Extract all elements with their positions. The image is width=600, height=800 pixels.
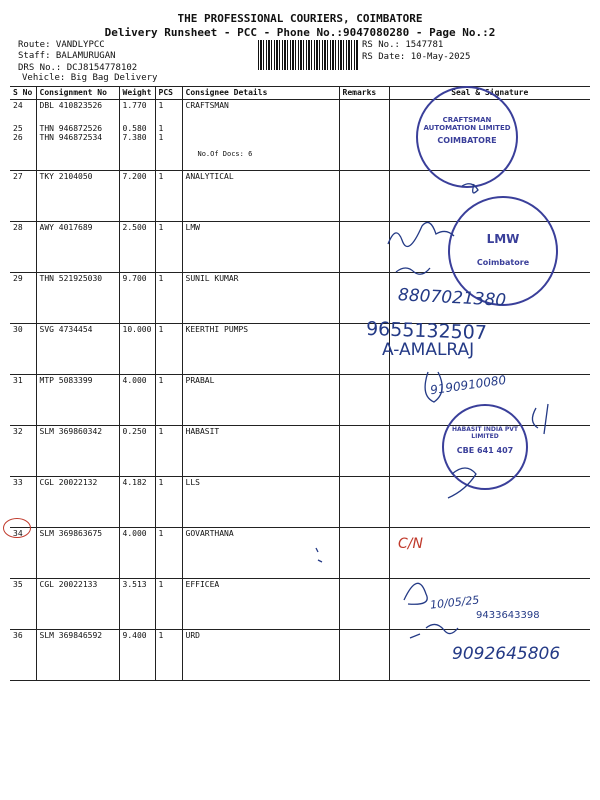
weight: 9.700 — [119, 273, 155, 324]
consignment-no: CGL 20022132 — [36, 477, 119, 528]
handwritten-phone: 9433643398 — [476, 610, 540, 621]
pcs: 1 — [155, 375, 182, 426]
consignee: CRAFTSMAN — [185, 101, 229, 110]
consignee: ANALYTICAL — [182, 171, 339, 222]
docs-count: No.Of Docs: 6 — [197, 150, 253, 158]
pcs: 1 — [158, 133, 164, 142]
staff-label: Staff: BALAMURUGAN — [18, 51, 116, 61]
col-remarks: Remarks — [339, 87, 389, 100]
pcs: 1 — [155, 273, 182, 324]
sno: 28 — [10, 222, 36, 273]
weight: 1.770 — [122, 101, 147, 110]
consignment-no: SVG 4734454 — [36, 324, 119, 375]
handwritten-phone: 9655132507 — [365, 317, 488, 345]
sno: 36 — [10, 630, 36, 681]
pcs: 1 — [155, 630, 182, 681]
handwritten-name: A-AMALRAJ — [382, 340, 475, 360]
pcs: 1 — [155, 171, 182, 222]
habasit-stamp: HABASIT INDIA PVT LIMITED CBE 641 407 — [442, 404, 528, 490]
consignment-no: AWY 4017689 — [36, 222, 119, 273]
handwritten-phone: 8807021380 — [397, 285, 507, 311]
sno: 26 — [13, 133, 23, 142]
sno: 32 — [10, 426, 36, 477]
weight: 10.000 — [119, 324, 155, 375]
consignment-no: SLM 369846592 — [36, 630, 119, 681]
weight: 9.400 — [119, 630, 155, 681]
consignment-no: CGL 20022133 — [36, 579, 119, 630]
consignment-no: THN 946872526 — [39, 124, 103, 133]
pcs: 1 — [155, 579, 182, 630]
sno: 30 — [10, 324, 36, 375]
consignment-no: SLM 369863675 — [36, 528, 119, 579]
consignment-no: SLM 369860342 — [36, 426, 119, 477]
consignment-no: MTP 5083399 — [36, 375, 119, 426]
pcs: 1 — [155, 477, 182, 528]
consignment-no: TKY 2104050 — [36, 171, 119, 222]
pcs: 1 — [158, 101, 164, 110]
pcs: 1 — [155, 222, 182, 273]
handwritten-mark: C/N — [398, 536, 423, 552]
col-consignment: Consignment No — [36, 87, 119, 100]
consignment-no: THN 521925030 — [36, 273, 119, 324]
rs-number: RS No.: 1547781 — [362, 40, 444, 50]
consignee: EFFICEA — [182, 579, 339, 630]
sno: 29 — [10, 273, 36, 324]
col-seal: Seal & Signature — [389, 87, 590, 100]
consignee: HABASIT — [182, 426, 339, 477]
pcs: 1 — [158, 124, 164, 133]
weight: 3.513 — [119, 579, 155, 630]
weight: 7.380 — [122, 133, 147, 142]
consignee: KEERTHI PUMPS — [182, 324, 339, 375]
pcs: 1 — [155, 324, 182, 375]
consignee: SUNIL KUMAR — [182, 273, 339, 324]
consignee: PRABAL — [182, 375, 339, 426]
sno: 24 — [13, 101, 23, 110]
handwritten-date: 10/05/25 — [429, 593, 480, 612]
weight: 0.250 — [119, 426, 155, 477]
weight: 4.000 — [119, 528, 155, 579]
col-weight: Weight — [119, 87, 155, 100]
vehicle-label: Vehicle: Big Bag Delivery — [22, 73, 158, 83]
runsheet-title: THE PROFESSIONAL COURIERS, COIMBATORE — [177, 12, 423, 25]
sno: 25 — [13, 124, 23, 133]
weight: 4.000 — [119, 375, 155, 426]
craftsman-stamp: CRAFTSMAN AUTOMATION LIMITED COIMBATORE — [416, 86, 518, 188]
col-details: Consignee Details — [182, 87, 339, 100]
handwritten-phone: 9190910080 — [429, 372, 507, 398]
weight: 4.182 — [119, 477, 155, 528]
weight: 0.580 — [122, 124, 147, 133]
route-label: Route: VANDLYPCC — [18, 40, 105, 50]
runsheet-subtitle: Delivery Runsheet - PCC - Phone No.:9047080280 - Page No.:2 — [104, 26, 496, 39]
pcs: 1 — [155, 426, 182, 477]
weight: 7.200 — [119, 171, 155, 222]
handwritten-phone: 9092645806 — [452, 644, 561, 664]
sno: 27 — [10, 171, 36, 222]
sno: 34 — [10, 528, 36, 579]
drs-label: DRS No.: DCJ8154778102 — [18, 63, 138, 73]
consignment-no: THN 946872534 — [39, 133, 103, 142]
sno-34-circled-mark — [3, 518, 31, 538]
consignee: LMW — [182, 222, 339, 273]
sno: 35 — [10, 579, 36, 630]
consignee: LLS — [182, 477, 339, 528]
col-pcs: PCS — [155, 87, 182, 100]
consignee: URD — [182, 630, 339, 681]
col-sno: S No — [10, 87, 36, 100]
pcs: 1 — [155, 528, 182, 579]
lmw-stamp: LMW Coimbatore — [448, 196, 558, 306]
weight: 2.500 — [119, 222, 155, 273]
sno: 31 — [10, 375, 36, 426]
rs-date: RS Date: 10-May-2025 — [362, 52, 471, 62]
consignee: GOVARTHANA — [182, 528, 339, 579]
sno: 33 — [10, 477, 36, 528]
consignment-no: DBL 410823526 — [39, 101, 103, 110]
